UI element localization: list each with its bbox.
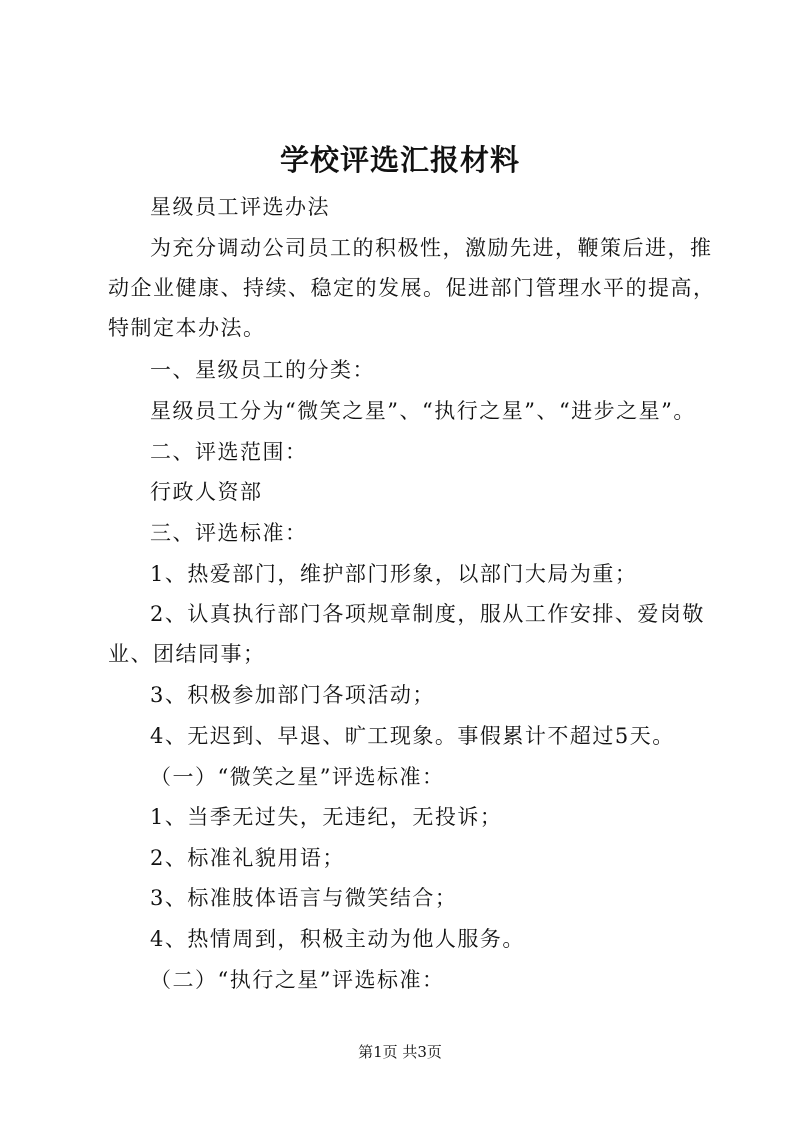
- paragraph-smile-star-heading: （一）“微笑之星”评选标准：: [150, 765, 445, 789]
- paragraph-smile-3: 3、标准肢体语言与微笑结合；: [150, 886, 458, 910]
- paragraph-heading-method: 星级员工评选办法: [150, 195, 330, 219]
- document-title: 学校评选汇报材料: [279, 143, 520, 177]
- paragraph-section-3: 三、评选标准：: [150, 521, 308, 545]
- paragraph-purpose: 为充分调动公司员工的积极性，激励先进，鞭策后进，推动企业健康、持续、稳定的发展。促进部门管理水平的提高，特制定本办法。: [108, 236, 716, 340]
- paragraph-section-2: 二、评选范围：: [150, 440, 308, 464]
- paragraph-execution-star-heading: （二）“执行之星”评选标准：: [150, 968, 445, 992]
- page-footer: 第1页 共3页: [358, 1043, 442, 1061]
- paragraph-smile-4: 4、热情周到，积极主动为他人服务。: [150, 927, 525, 951]
- paragraph-criterion-4: 4、无迟到、早退、旷工现象。事假累计不超过5天。: [150, 724, 675, 748]
- paragraph-criterion-3: 3、积极参加部门各项活动；: [150, 683, 435, 707]
- paragraph-criterion-1: 1、热爱部门，维护部门形象，以部门大局为重；: [150, 562, 638, 586]
- paragraph-star-types: 星级员工分为“微笑之星”、“执行之星”、“进步之星”。: [150, 399, 696, 423]
- paragraph-smile-2: 2、标准礼貌用语；: [150, 846, 345, 870]
- paragraph-scope: 行政人资部: [150, 480, 263, 504]
- paragraph-criterion-2: 2、认真执行部门各项规章制度，服从工作安排、爱岗敬业、团结同事；: [108, 602, 705, 666]
- paragraph-section-1: 一、星级员工的分类：: [150, 358, 375, 382]
- paragraph-smile-1: 1、当季无过失，无违纪，无投诉；: [150, 805, 503, 829]
